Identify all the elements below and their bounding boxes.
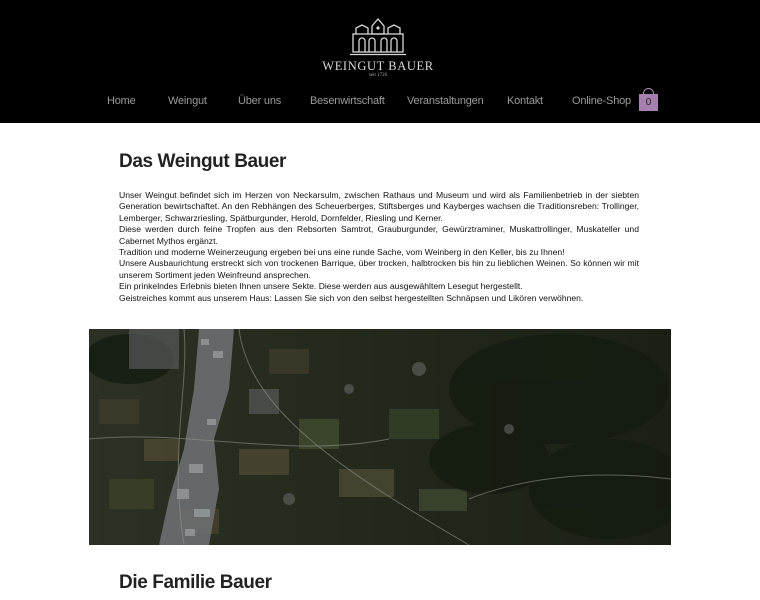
logo[interactable] <box>318 16 438 82</box>
brand-tagline: seit 1726 <box>368 73 388 78</box>
cart-count: 0 <box>645 97 652 108</box>
intro-paragraph: Geistreiches kommt aus unserem Haus: Lassen Sie sich von den selbst hergestellten Schnäpsen und Likören verwöhnen. <box>119 292 584 303</box>
satellite-image <box>89 329 671 545</box>
nav-item-home[interactable]: Home <box>107 95 136 107</box>
satellite-map[interactable] <box>89 329 671 545</box>
intro-paragraph: Tradition und moderne Weinerzeugung ergeben bei uns eine runde Sache, vom Weinberg in den Keller, bis zu Ihnen! <box>119 247 565 258</box>
nav-item-kontakt[interactable]: Kontakt <box>507 95 543 107</box>
nav-item-weingut[interactable]: Weingut <box>168 95 207 107</box>
brand-name: WEINGUT BAUER <box>322 59 434 73</box>
section-title: Die Familie Bauer <box>119 572 272 593</box>
nav-item-veranstaltungen[interactable]: Veranstaltungen <box>407 95 484 107</box>
chateau-logo-icon <box>350 16 406 56</box>
intro-paragraph: Ein prinkelndes Erlebnis bieten Ihnen unsere Sekte. Diese werden aus ausgewähltem Lesegut hergestellt. <box>119 281 523 292</box>
intro-text <box>119 190 639 304</box>
nav-item-besenwirtschaft[interactable]: Besenwirtschaft <box>310 95 385 107</box>
intro-paragraph: Unsere Ausbaurichtung erstreckt sich von trockenen Barrique, über trocken, halbtrocken bis hin zu lieblichen Weinen. So können wir mit unserem Sortiment jeden Weinfreund ansprechen. <box>119 258 639 280</box>
nav-item-ueber-uns[interactable]: Über uns <box>238 95 282 107</box>
intro-paragraph: Unser Weingut befindet sich im Herzen von Neckarsulm, zwischen Rathaus und Museum und wird als Familienbetrieb in der siebten Generation bewirtschaftet. An den Rebhängen des Scheuerberges, Stiftsberges und Kayberges wachsen die Traditionsreben: Trollinger, Lemberger, Schwarzriesling, Spätburgunder, Herold, Dornfelder, Riesling und Kerner. <box>119 190 639 223</box>
cart-button[interactable] <box>639 88 658 112</box>
nav-item-online-shop[interactable]: Online-Shop <box>572 95 631 107</box>
page-title: Das Weingut Bauer <box>119 151 287 172</box>
site-header <box>0 0 760 123</box>
intro-paragraph: Diese werden durch feine Tropfen aus den Rebsorten Samtrot, Grauburgunder, Gewürztraminer, Muskattrollinger, Muskateller und Cabernet Mythos ergänzt. <box>119 224 639 246</box>
